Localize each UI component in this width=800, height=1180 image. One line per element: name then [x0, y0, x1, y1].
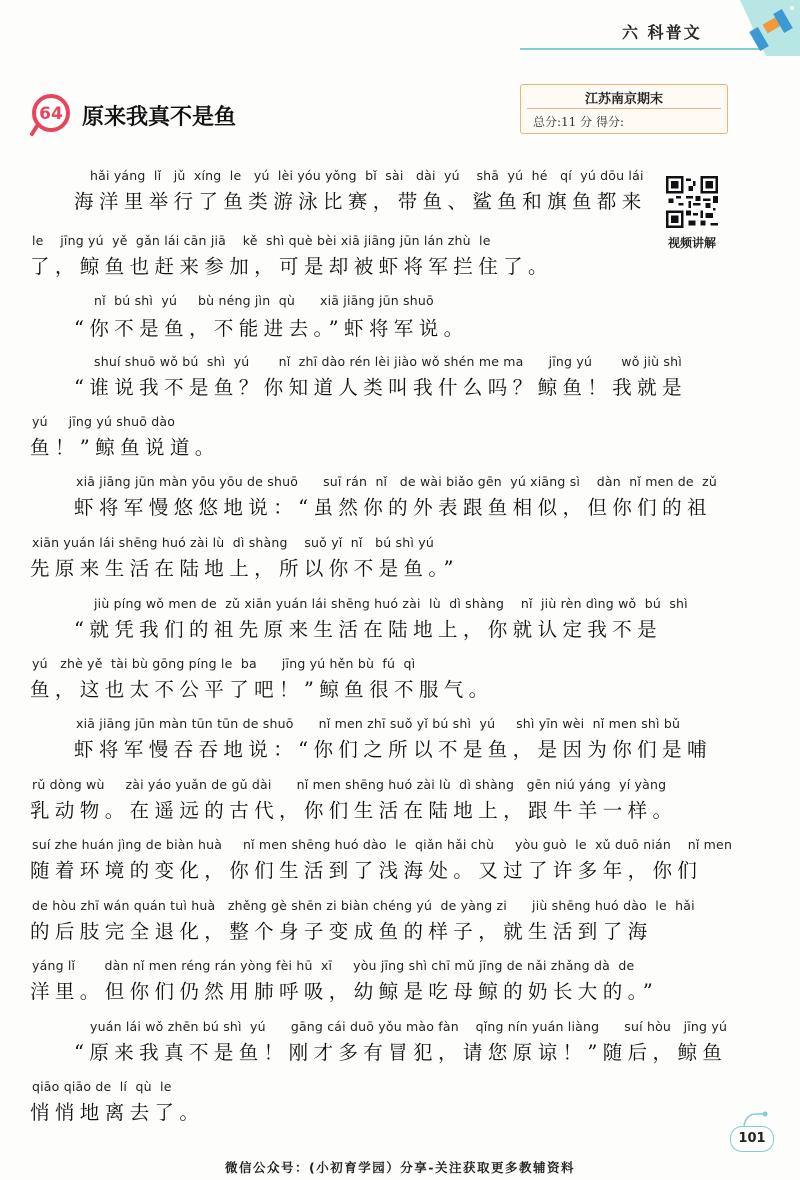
exam-info-box — [520, 84, 728, 134]
text-line: 虾将军慢吞吞地说：“你们之所以不是鱼，是因为你们是哺 — [74, 738, 712, 761]
text-line: 的后肢完全退化，整个身子变成鱼的样子，就生活到了海 — [30, 920, 653, 943]
page-title: 原来我真不是鱼 — [82, 105, 237, 130]
pinyin-line: nǐ bú shì yú bù néng jìn qù xiā jiāng jūn shuō — [94, 293, 434, 308]
pinyin-line: suí zhe huán jìng de biàn huà nǐ men shēng huó dào le qiǎn hǎi chù yòu guò le xǔ duō nián nǐ men — [32, 837, 733, 852]
text-line: 鱼！”鲸鱼说道。 — [30, 436, 220, 459]
text-line: “原来我真不是鱼！刚才多有冒犯，请您原谅！”随后，鲸鱼 — [74, 1041, 728, 1064]
text-line: “你不是鱼，不能进去。”虾将军说。 — [74, 317, 469, 340]
page-number-decoration — [740, 1108, 768, 1128]
pinyin-line: shuí shuō wǒ bú shì yú nǐ zhī dào rén lèi jiào wǒ shén me ma jīng yú wǒ jiù shì — [94, 354, 682, 369]
pinyin-line: xiā jiāng jūn màn yōu yōu de shuō suī rán nǐ de wài biǎo gēn yú xiāng sì dàn nǐ men de zǔ — [76, 474, 718, 489]
pinyin-line: jiù píng wǒ men de zǔ xiān yuán lái shēng huó zài lù dì shàng nǐ jiù rèn dìng wǒ bú shì — [94, 596, 688, 611]
text-line: 虾将军慢悠悠地说：“虽然你的外表跟鱼相似，但你们的祖 — [74, 496, 712, 519]
exam-divider — [527, 108, 721, 109]
text-line: “就凭我们的祖先原来生活在陆地上，你就认定我不是 — [74, 618, 663, 641]
satellite-icon — [730, 0, 800, 56]
text-line: 海洋里举行了鱼类游泳比赛，带鱼、鲨鱼和旗鱼都来 — [74, 190, 647, 213]
exam-score: 总分:11 分 得分: — [533, 115, 624, 129]
pinyin-line: le jīng yú yě gǎn lái cān jiā kě shì què bèi xiā jiāng jūn lán zhù le — [32, 233, 491, 248]
text-line: “谁说我不是鱼？你知道人类叫我什么吗？鲸鱼！我就是 — [74, 376, 687, 399]
footer-note: 微信公众号：(小初育学园）分享-关注获取更多教辅资料 — [225, 1160, 575, 1175]
chapter-label: 六 科普文 — [622, 23, 702, 42]
text-line: 随着环境的变化，你们生活到了浅海处。又过了许多年，你们 — [30, 859, 703, 882]
lesson-number: 64 — [39, 104, 63, 124]
qr-label: 视频讲解 — [667, 236, 716, 250]
pinyin-line: yuán lái wǒ zhēn bú shì yú gāng cái duō yǒu mào fàn qǐng nín yuán liàng suí hòu jīng yú — [90, 1019, 728, 1034]
page-number: 101 — [730, 1126, 774, 1152]
qr-code-icon[interactable] — [666, 176, 718, 228]
pinyin-line: yáng lǐ dàn nǐ men réng rán yòng fèi hū xī yòu jīng shì chī mǔ jīng de nǎi zhǎng dà de — [32, 958, 635, 973]
text-line: 了，鲸鱼也赶来参加，可是却被虾将军拦住了。 — [30, 255, 553, 278]
pinyin-line: hǎi yáng lǐ jǔ xíng le yú lèi yóu yǒng bǐ sài dài yú shā yú hé qí yú dōu lái — [90, 168, 644, 183]
text-line: 乳动物。在遥远的古代，你们生活在陆地上，跟牛羊一样。 — [30, 799, 678, 822]
text-line: 先原来生活在陆地上，所以你不是鱼。” — [30, 557, 459, 580]
pinyin-line: yú zhè yě tài bù gōng píng le ba jīng yú hěn bù fú qì — [32, 656, 416, 671]
pinyin-line: rǔ dòng wù zài yáo yuǎn de gǔ dài nǐ men shēng huó zài lù dì shàng gēn niú yáng yí yàng — [32, 777, 667, 792]
text-line: 鱼，这也太不公平了吧！”鲸鱼很不服气。 — [30, 678, 494, 701]
pinyin-line: xiā jiāng jūn màn tūn tūn de shuō nǐ men zhī suǒ yǐ bú shì yú shì yīn wèi nǐ men shì bǔ — [76, 716, 681, 731]
lesson-number-badge — [30, 92, 74, 136]
exam-source: 江苏南京期末 — [584, 92, 663, 107]
pinyin-line: de hòu zhī wán quán tuì huà zhěng gè shēn zi biàn chéng yú de yàng zi jiù shēng huó dào le hǎi — [32, 898, 695, 913]
pinyin-line: yú jīng yú shuō dào — [32, 414, 176, 429]
text-line: 悄悄地离去了。 — [30, 1101, 205, 1124]
pinyin-line: qiāo qiāo de lí qù le — [32, 1079, 172, 1094]
pinyin-line: xiān yuán lái shēng huó zài lù dì shàng suǒ yǐ nǐ bú shì yú — [32, 535, 434, 550]
text-line: 洋里。但你们仍然用肺呼吸，幼鲸是吃母鲸的奶长大的。” — [30, 980, 659, 1003]
